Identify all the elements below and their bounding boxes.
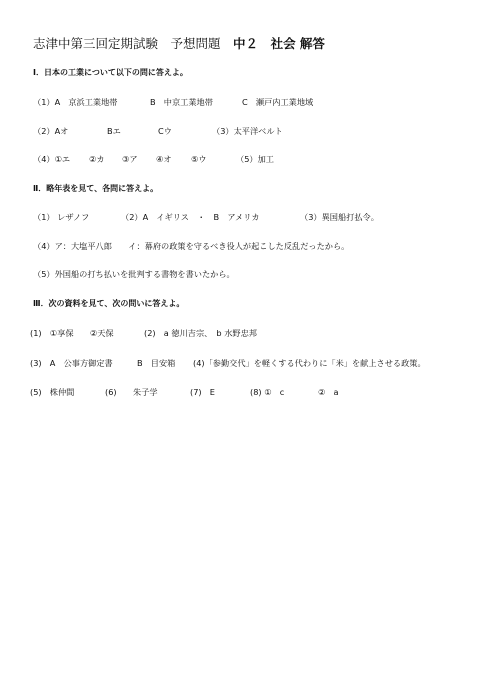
s3-q3-a: (3) A 公事方御定書	[30, 358, 113, 368]
s2-q2: （2）A イギリス ・ B アメリカ	[121, 212, 260, 222]
s1-q2-b: Bエ	[107, 126, 121, 136]
s1-q4-2: ②カ	[89, 154, 105, 164]
s3-q8-1: (8) ① c	[250, 387, 285, 397]
s2-q4: （4）ア：大塩平八郎 イ：幕府の政策を守るべき役人が起こした反乱だったから。	[33, 241, 350, 251]
s1-q4-5: ⑤ウ	[191, 154, 207, 164]
s1-q1-b: B 中京工業地帯	[150, 97, 213, 107]
s1-q3: （3）太平洋ベルト	[212, 126, 283, 136]
section-2-heading: Ⅱ．略年表を見て、各問に答えよ。	[33, 184, 159, 193]
s1-q4-3: ③ア	[122, 154, 138, 164]
section-3-heading: Ⅲ．次の資料を見て、次の問いに答えよ。	[33, 299, 185, 308]
s3-q2: (2) a 徳川吉宗、 b 水野忠邦	[144, 328, 257, 338]
title-grade: 中２	[233, 36, 259, 51]
s1-q1-c: C 瀬戸内工業地域	[242, 97, 314, 107]
s3-q6: (6) 朱子学	[105, 387, 158, 397]
s1-q5: （5）加工	[236, 154, 274, 164]
s2-q3: （3）異国船打払令。	[300, 212, 379, 222]
s1-q4-4: ④オ	[156, 154, 172, 164]
title-main: 志津中第三回定期試験 予想問題	[33, 36, 221, 51]
s3-q1: (1) ①享保 ②天保	[30, 328, 114, 338]
title-subject: 社会 解答	[270, 36, 325, 51]
page-title	[33, 36, 325, 51]
s1-q1-a: （1）A 京浜工業地帯	[33, 97, 118, 107]
s3-q3-b: B 目安箱	[137, 358, 176, 368]
section-1-heading: Ⅰ．日本の工業について以下の問に答えよ。	[33, 68, 188, 77]
s3-q7: (7) E	[190, 387, 215, 397]
s3-q8-2: ② a	[318, 387, 339, 397]
s3-q4: (4)「参勤交代」を軽くする代わりに「米」を献上させる政策。	[193, 358, 426, 368]
s2-q5: （5）外国船の打ち払いを批判する書物を書いたから。	[33, 269, 235, 279]
s2-q1: （1） レザノフ	[33, 212, 90, 222]
s1-q4-1: （4）①エ	[33, 154, 71, 164]
s1-q2-c: Cウ	[158, 126, 172, 136]
s3-q5: (5) 株仲間	[30, 387, 75, 397]
s1-q2-a: （2）Aオ	[33, 126, 69, 136]
